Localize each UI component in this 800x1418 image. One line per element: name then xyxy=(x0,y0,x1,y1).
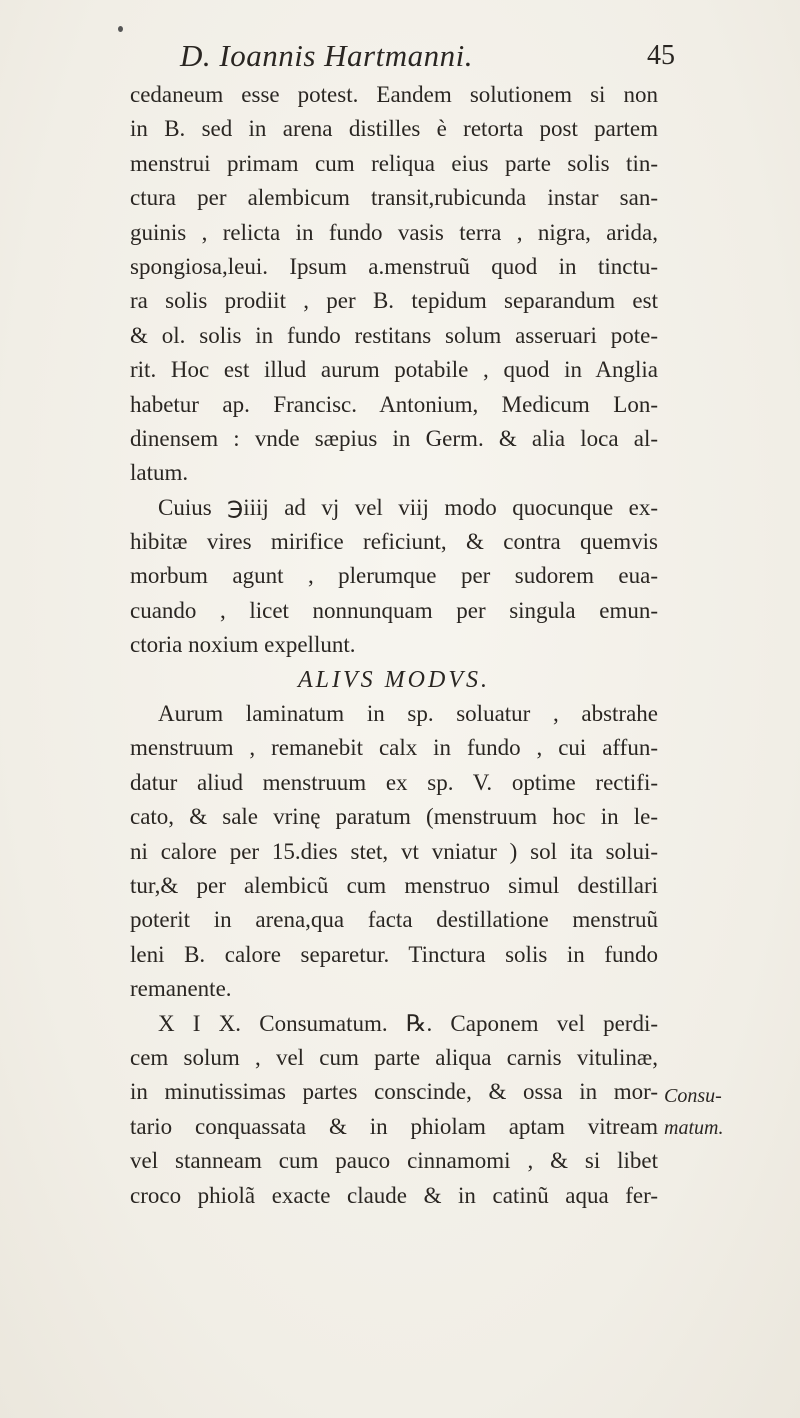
text-line: leni B. calore separetur. Tinctura solis in fundo xyxy=(130,941,658,967)
margin-note-line: matum. xyxy=(664,1117,724,1139)
text-line: Aurum laminatum in sp. soluatur , abstrahe xyxy=(158,701,658,727)
text-line: dinensem : vnde sæpius in Germ. & alia loca al- xyxy=(130,425,658,451)
page-header xyxy=(120,38,680,78)
text-line: ctura per alembicum transit,rubicunda instar san- xyxy=(130,185,658,211)
text-line: menstruum , remanebit calx in fundo , cui affun- xyxy=(130,735,658,761)
text-line: croco phiolã exacte claude & in catinũ aqua fer- xyxy=(130,1182,658,1208)
text-line: & ol. solis in fundo restitans solum asseruari pote- xyxy=(130,322,658,348)
text-line: ctoria noxium expellunt. xyxy=(130,632,356,658)
text-line: rit. Hoc est illud aurum potabile , quod in Anglia xyxy=(130,357,658,383)
text-line: tur,& per alembicũ cum menstruo simul destillari xyxy=(130,872,658,898)
text-line: X I X. Consumatum. ℞. Caponem vel perdi- xyxy=(158,1010,658,1036)
text-line: remanente. xyxy=(130,976,232,1002)
text-line: hibitæ vires mirifice reficiunt, & contra quemvis xyxy=(130,529,658,555)
text-line: menstrui primam cum reliqua eius parte solis tin- xyxy=(130,150,658,176)
margin-note xyxy=(664,1080,744,1144)
text-line: latum. xyxy=(130,460,189,486)
text-line: vel stanneam cum pauco cinnamomi , & si libet xyxy=(130,1148,658,1174)
running-head: D. Ioannis Hartmanni. xyxy=(180,38,473,73)
text-line: cem solum , vel cum parte aliqua carnis vitulinæ, xyxy=(130,1044,658,1070)
text-line: poterit in arena,qua facta destillatione menstruũ xyxy=(130,907,658,933)
margin-note-line: Consu- xyxy=(664,1085,722,1107)
text-line: tario conquassata & in phiolam aptam vitream xyxy=(130,1113,658,1139)
text-line: cato, & sale vrinę paratum (menstruum hoc in le- xyxy=(130,804,658,830)
text-line: spongiosa,leui. Ipsum a.menstruũ quod in tinctu- xyxy=(130,253,658,279)
text-line: in minutissimas partes conscinde, & ossa in mor- xyxy=(130,1079,658,1105)
section-heading: ALIVS MODVS. xyxy=(298,666,490,693)
text-line: guinis , relicta in fundo vasis terra , nigra, arida, xyxy=(130,219,658,245)
ink-spot xyxy=(118,26,123,32)
text-line: Cuius ℈iiij ad vj vel viij modo quocunque ex- xyxy=(158,494,658,520)
text-line: ra solis prodiit , per B. tepidum separandum est xyxy=(130,288,658,314)
text-line: cedaneum esse potest. Eandem solutionem si non xyxy=(130,82,658,107)
text-line: habetur ap. Francisc. Antonium, Medicum Lon- xyxy=(130,391,658,417)
text-line: morbum agunt , plerumque per sudorem eua- xyxy=(130,563,658,589)
text-line: datur aliud menstruum ex sp. V. optime rectifi- xyxy=(130,769,658,795)
text-line: ni calore per 15.dies stet, vt vniatur ) sol ita solui- xyxy=(130,838,658,864)
text-line: in B. sed in arena distilles è retorta post partem xyxy=(130,116,658,142)
body-text xyxy=(130,78,658,1213)
page-number: 45 xyxy=(647,40,675,71)
text-line: cuando , licet nonnunquam per singula emun- xyxy=(130,597,658,623)
